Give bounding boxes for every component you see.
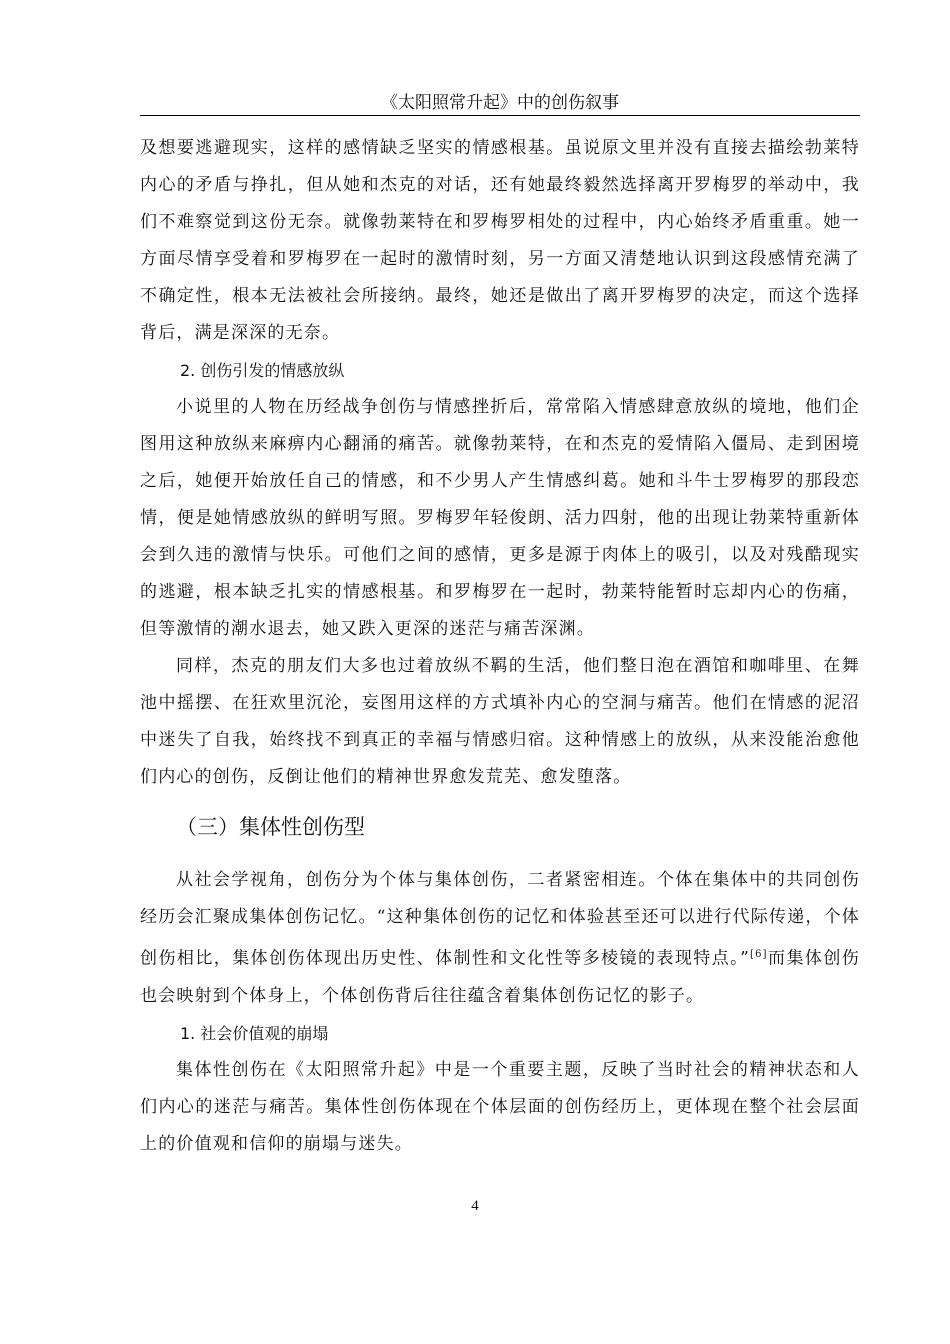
subheading-emotional-indulgence: 2. 创伤引发的情感放纵: [180, 361, 345, 380]
page-number: 4: [471, 1198, 479, 1214]
paragraph-value-collapse: 集体性创伤在《太阳照常升起》中是一个重要主题，反映了当时社会的精神状态和人们内心的迷茫与痛苦。集体性创伤体现在个体层面的创伤经历上，更体现在整个社会层面上的价值观和信仰的崩塌与迷失。: [140, 1059, 860, 1154]
running-header: 《太阳照常升起》中的创伤叙事: [140, 93, 860, 116]
body-content: [140, 130, 860, 1163]
paragraph-collective-trauma-part1: 从社会学视角，创伤分为个体与集体创伤，二者紧密相连。个体在集体中的共同创伤经历会汇聚成集体创伤记忆。“这种集体创伤的记忆和体验甚至还可以进行代际传递，个体创伤相比，集体创伤体现出历史性、体制性和文化性等多棱镜的表现特点。”: [140, 870, 860, 969]
citation-reference: [6]: [750, 949, 768, 960]
section-heading-collective-trauma: （三）集体性创伤型: [176, 815, 365, 839]
paragraph-brett-indulgence: 小说里的人物在历经战争创伤与情感挫折后，常常陷入情感肆意放纵的境地，他们企图用这种放纵来麻痹内心翻涌的痛苦。就像勃莱特，在和杰克的爱情陷入僵局、走到困境之后，她便开始放任自己的情感，和不少男人产生情感纠葛。她和斗牛士罗梅罗的那段恋情，便是她情感放纵的鲜明写照。罗梅罗年轻俊朗、活力四射，他的出现让勃莱特重新体会到久违的激情与快乐。可他们之间的感情，更多是源于肉体上的吸引，以及对残酷现实的逃避，根本缺乏扎实的情感根基。和罗梅罗在一起时，勃莱特能暂时忘却内心的伤痛，但等激情的潮水退去，她又跌入更深的迷茫与痛苦深渊。: [140, 397, 860, 639]
paragraph-continuation: 及想要逃避现实，这样的感情缺乏坚实的情感根基。虽说原文里并没有直接去描绘勃莱特内心的矛盾与挣扎，但从她和杰克的对话，还有她最终毅然选择离开罗梅罗的举动中，我们不难察觉到这份无奈。就像勃莱特在和罗梅罗相处的过程中，内心始终矛盾重重。她一方面尽情享受着和罗梅罗在一起时的激情时刻，另一方面又清楚地认识到这段感情充满了不确定性，根本无法被社会所接纳。最终，她还是做出了离开罗梅罗的决定，而这个选择背后，满是深深的无奈。: [140, 138, 860, 343]
subheading-value-collapse: 1. 社会价值观的崩塌: [180, 1023, 329, 1043]
paragraph-collective-trauma-part2: 而集体创伤也会映射到个体身上，个体创伤背后往往蕴含着集体创伤记忆的影子。: [140, 948, 860, 1006]
paragraph-collective-trauma: [140, 862, 860, 1015]
paragraph-jake-friends: 同样，杰克的朋友们大多也过着放纵不羁的生活，他们整日泡在酒馆和咖啡里、在舞池中摇摆、在狂欢里沉沦，妄图用这样的方式填补内心的空洞与痛苦。他们在情感的泥沼中迷失了自我，始终找不到真正的幸福与情感归宿。这种情感上的放纵，从来没能治愈他们内心的创伤，反倒让他们的精神世界愈发荒芜、愈发堕落。: [140, 656, 860, 787]
